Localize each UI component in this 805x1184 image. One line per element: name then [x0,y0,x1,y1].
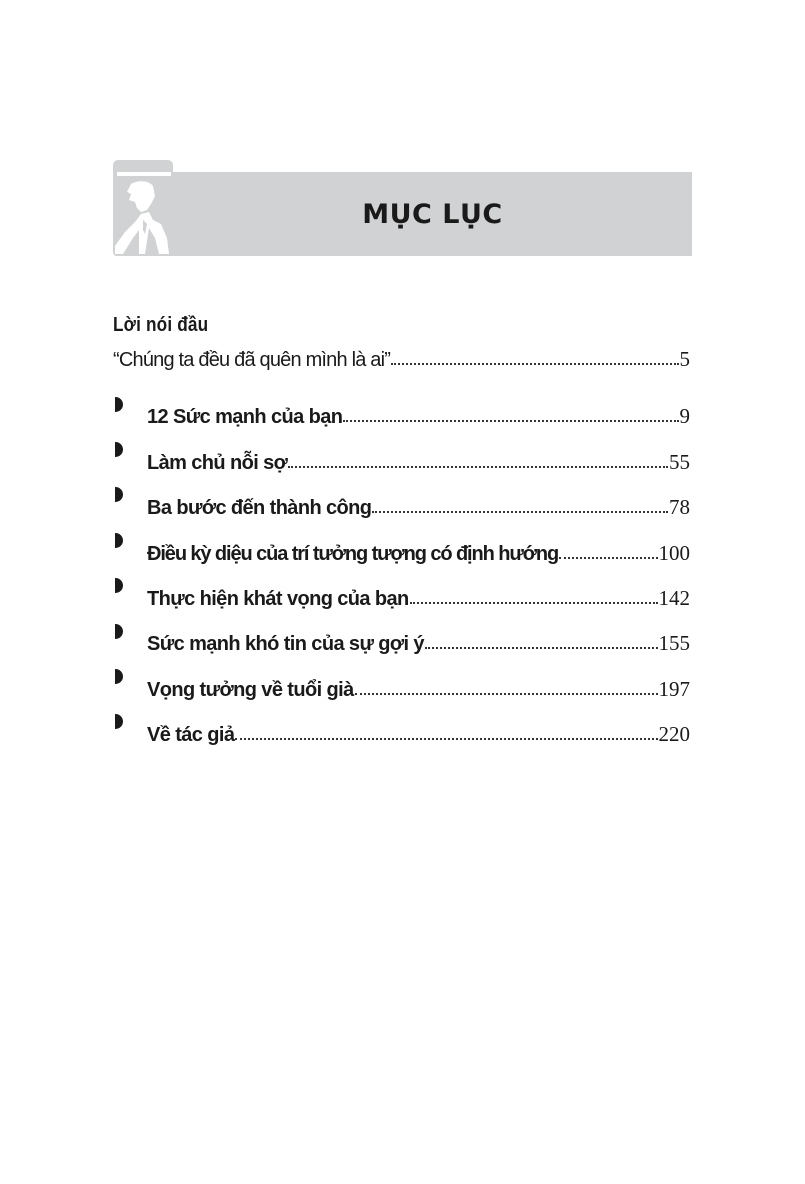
toc-row-preface [113,340,690,378]
preface-label: Lời nói đầu [113,314,209,336]
dot-leader [410,602,658,604]
dot-leader [343,420,678,422]
dot-leader [355,693,658,695]
half-circle-bullet-icon [113,514,147,559]
toc-row [113,605,690,656]
half-circle-bullet-icon [113,696,147,741]
toc-row [113,378,690,429]
half-circle-bullet-icon [113,650,147,695]
toc-row [113,560,690,610]
toc-row [113,514,690,565]
page-title: MỤC LỤC [362,198,503,230]
toc-entry-title: Ba bước đến thành công [147,497,372,520]
half-circle-bullet-icon [113,469,147,514]
toc-row [113,650,690,701]
dot-leader [235,738,657,740]
table-of-contents [113,310,690,747]
toc-entry-title: Làm chủ nỗi sợ [147,451,288,474]
toc-page-number: 9 [679,404,690,429]
toc-entry-title: “Chúng ta đều đã quên mình là ai” [113,349,391,371]
toc-page-number: 142 [658,585,690,610]
dot-leader [391,363,678,365]
toc-entry-title: Điều kỳ diệu của trí tưởng tượng có định hướng [147,542,559,565]
half-circle-bullet-icon [113,378,147,423]
toc-page-number: 100 [658,540,690,565]
toc-entry-title: 12 Sức mạnh của bạn [147,406,343,429]
toc-page-number: 5 [679,347,690,371]
toc-page-number: 78 [669,495,690,520]
toc-entry-title: Vọng tưởng về tuổi già [147,678,354,701]
dot-leader [559,557,657,559]
toc-page-number: 220 [658,722,690,747]
toc-entry-title: Sức mạnh khó tin của sự gợi ý [147,633,424,656]
toc-page-number: 197 [658,676,690,701]
toc-page-number: 155 [658,631,690,656]
half-circle-bullet-icon [113,423,147,468]
dot-leader [372,511,668,513]
dot-leader [288,466,668,468]
toc-row [113,469,690,520]
dot-leader [425,647,658,649]
man-silhouette-icon [115,168,171,254]
toc-row [113,696,690,747]
toc-row [113,423,690,474]
toc-entry-title: Thực hiện khát vọng của bạn [147,587,409,610]
half-circle-bullet-icon [113,605,147,650]
toc-entry-title: Về tác giả [147,724,235,747]
half-circle-bullet-icon [113,560,147,605]
toc-header [113,160,692,256]
toc-page-number: 55 [669,449,690,474]
